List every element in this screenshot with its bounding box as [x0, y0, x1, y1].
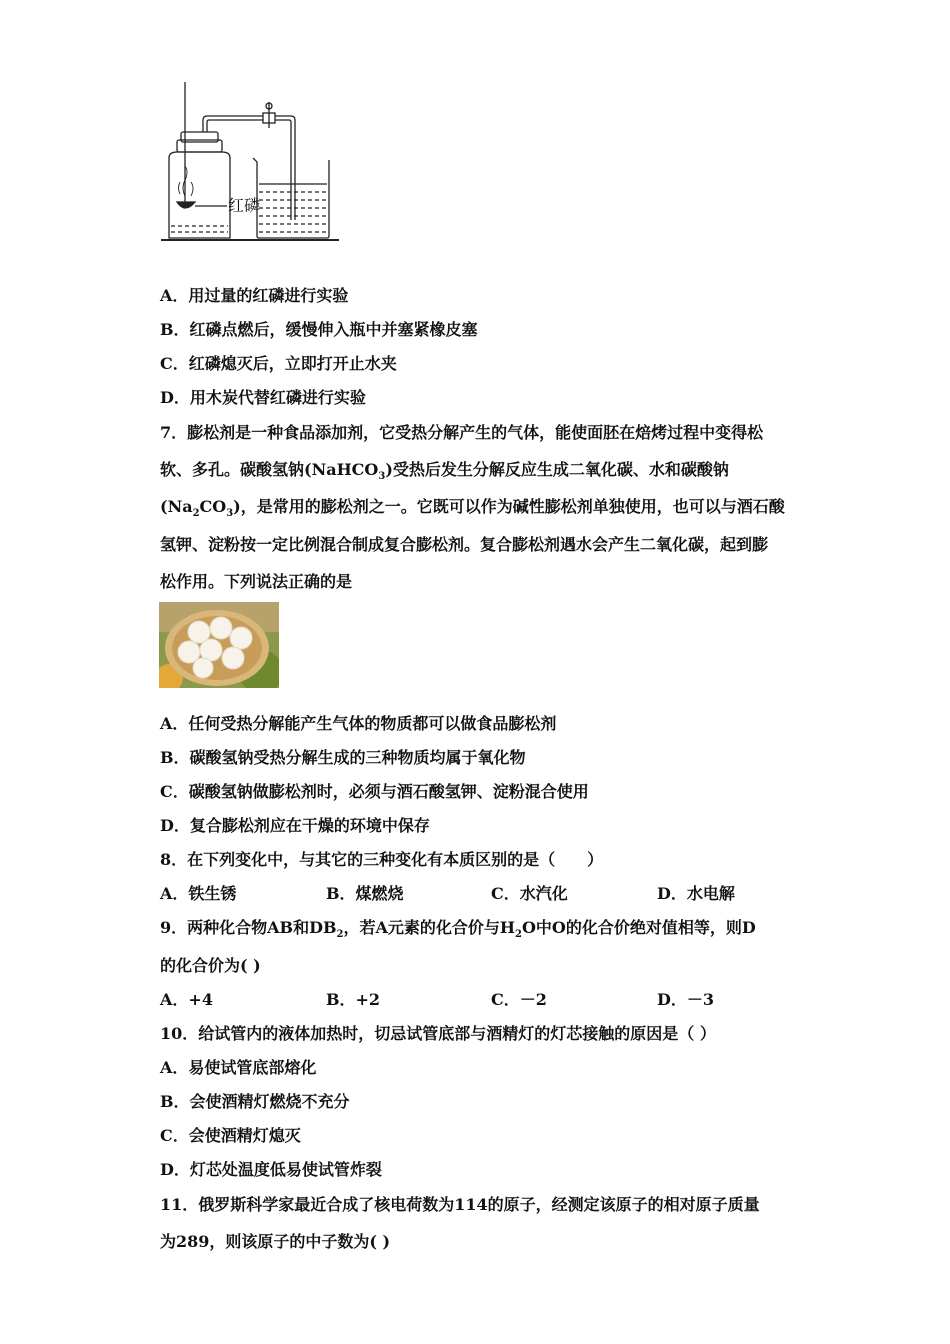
q10-option-b: B．会使酒精灯燃烧不充分 [160, 1092, 350, 1111]
q8-option-a: A．铁生锈 [160, 884, 237, 903]
q9-option-a: A．+4 [160, 990, 213, 1009]
subscript: 3 [226, 508, 234, 520]
q9-option-d: D．－3 [657, 990, 715, 1009]
q11-stem-line1: 11．俄罗斯科学家最近合成了核电荷数为114的原子，经测定该原子的相对原子质量 [160, 1195, 760, 1214]
q7-text: (Na [160, 497, 193, 516]
q8-option-b: B．煤燃烧 [326, 884, 404, 903]
q7-text: CO [199, 497, 227, 516]
q10-option-a: A．易使试管底部熔化 [160, 1058, 317, 1077]
q7-option-b: B．碳酸氢钠受热分解生成的三种物质均属于氧化物 [160, 748, 526, 767]
subscript: 2 [192, 508, 200, 520]
q10-stem: 10．给试管内的液体加热时，切忌试管底部与酒精灯的灯芯接触的原因是（ ） [160, 1024, 716, 1043]
q7-text: )受热后发生分解反应生成二氧化碳、水和碳酸钠 [385, 460, 729, 479]
q8-option-c: C．水汽化 [491, 884, 568, 903]
q7-option-c: C．碳酸氢钠做膨松剂时，必须与酒石酸氢钾、淀粉混合使用 [160, 782, 589, 801]
q9-stem-line2: 的化合价为( ) [160, 956, 261, 975]
q7-text: 软、多孔。碳酸氢钠(NaHCO [160, 460, 379, 479]
q7-option-d: D．复合膨松剂应在干燥的环境中保存 [160, 816, 430, 835]
q6-option-a: A．用过量的红磷进行实验 [160, 286, 349, 305]
q8-option-d: D．水电解 [657, 884, 735, 903]
q6-option-b: B．红磷点燃后，缓慢伸入瓶中并塞紧橡皮塞 [160, 320, 478, 339]
subscript: 2 [336, 929, 344, 941]
subscript: 3 [378, 471, 386, 483]
q7-stem-line4: 氢钾、淀粉按一定比例混合制成复合膨松剂。复合膨松剂遇水会产生二氧化碳，起到膨 [160, 535, 769, 554]
subscript: 2 [515, 929, 522, 941]
q9-stem-line1 [160, 918, 756, 941]
steamed-buns-photo [159, 602, 279, 688]
q7-stem-line2 [160, 460, 729, 483]
red-phosphorus-apparatus-diagram [155, 80, 345, 245]
q6-option-c: C．红磷熄灭后，立即打开止水夹 [160, 354, 397, 373]
q9-option-c: C．－2 [491, 990, 547, 1009]
red-phosphorus-label: 红磷 [228, 196, 261, 215]
q7-stem-line3 [160, 497, 785, 520]
q9-text: 9．两种化合物AB和DB [160, 918, 337, 937]
q9-option-b: B．+2 [326, 990, 381, 1009]
q8-stem: 8．在下列变化中，与其它的三种变化有本质区别的是（ ） [160, 850, 604, 869]
q10-option-d: D．灯芯处温度低易使试管炸裂 [160, 1160, 382, 1179]
q7-option-a: A．任何受热分解能产生气体的物质都可以做食品膨松剂 [160, 714, 557, 733]
q9-text: ，若A元素的化合价与H [343, 918, 515, 937]
q11-stem-line2: 为289，则该原子的中子数为( ) [160, 1232, 391, 1251]
q10-option-c: C．会使酒精灯熄灭 [160, 1126, 301, 1145]
q7-stem-line5: 松作用。下列说法正确的是 [160, 572, 353, 591]
q9-text: O中O的化合价绝对值相等，则D [521, 918, 756, 937]
q6-option-d: D．用木炭代替红磷进行实验 [160, 388, 366, 407]
q7-text: )，是常用的膨松剂之一。它既可以作为碱性膨松剂单独使用，也可以与酒石酸 [233, 497, 785, 516]
q7-stem-line1: 7．膨松剂是一种食品添加剂，它受热分解产生的气体，能使面胚在焙烤过程中变得松 [160, 423, 764, 442]
